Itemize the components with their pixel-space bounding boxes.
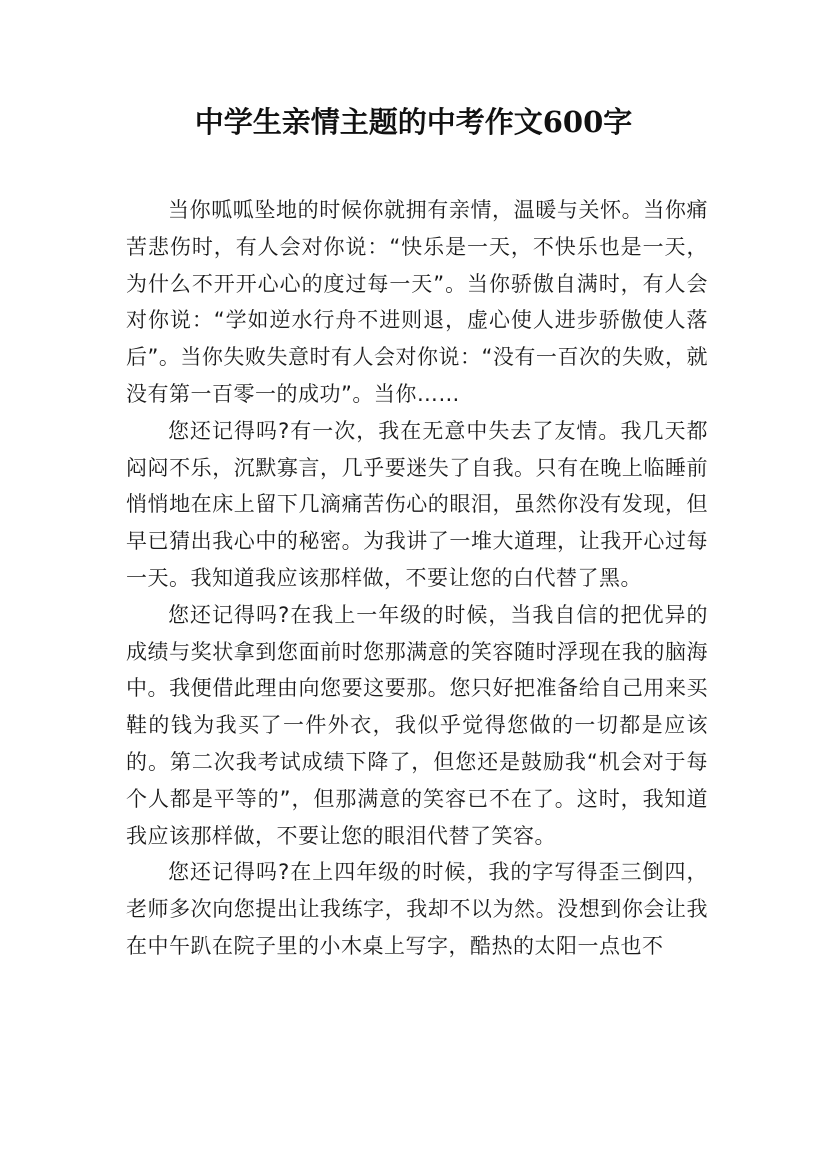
paragraph: 您还记得吗?在上四年级的时候，我的字写得歪三倒四，老师多次向您提出让我练字，我却不以为然。没想到你会让我在中午趴在院子里的小木桌上写字，酷热的太阳一点也不	[126, 860, 708, 958]
paragraph: 当你呱呱坠地的时候你就拥有亲情，温暖与关怀。当你痛苦悲伤时，有人会对你说：“快乐是一天，不快乐也是一天，为什么不开开心心的度过每一天”。当你骄傲自满时，有人会对你说：“学如逆水行舟不进则退，虚心使人进步骄傲使人落后”。当你失败失意时有人会对你说：“没有一百次的失败，就没有第一百零一的成功”。当你……	[126, 198, 708, 406]
document-title: 中学生亲情主题的中考作文600字	[194, 105, 633, 139]
paragraph: 您还记得吗?在我上一年级的时候，当我自信的把优异的成绩与奖状拿到您面前时您那满意的笑容随时浮现在我的脑海中。我便借此理由向您要这要那。您只好把准备给自己用来买鞋的钱为我买了一件外衣，我似乎觉得您做的一切都是应该的。第二次我考试成绩下降了，但您还是鼓励我“机会对于每个人都是平等的”，但那满意的笑容已不在了。这时，我知道我应该那样做，不要让您的眼泪代替了笑容。	[126, 602, 708, 848]
document-body	[126, 192, 708, 965]
paragraph: 您还记得吗?有一次，我在无意中失去了友情。我几天都闷闷不乐，沉默寡言，几乎要迷失了自我。只有在晚上临睡前悄悄地在床上留下几滴痛苦伤心的眼泪，虽然你没有发现，但早已猜出我心中的秘密。为我讲了一堆大道理，让我开心过每一天。我知道我应该那样做，不要让您的白代替了黑。	[126, 418, 708, 590]
